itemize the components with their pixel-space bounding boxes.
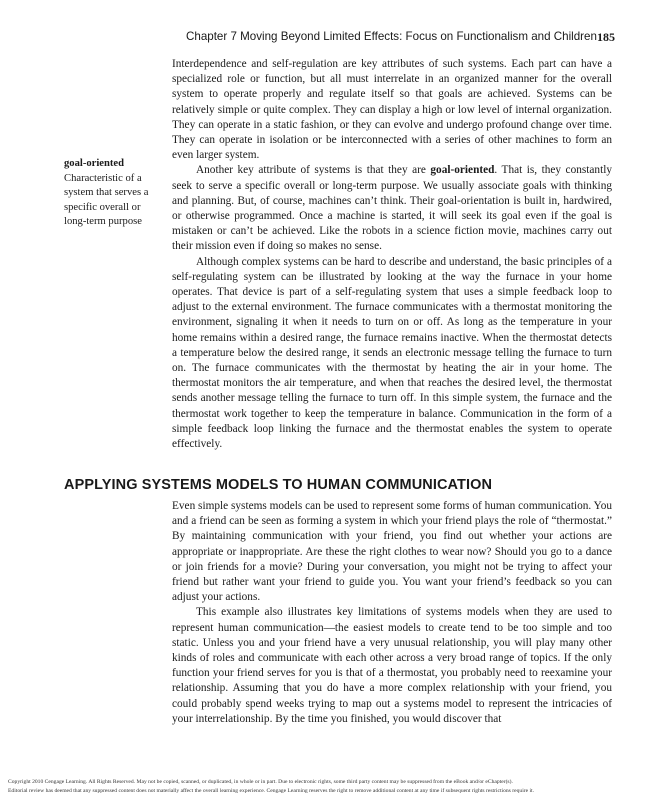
- section-heading: APPLYING SYSTEMS MODELS TO HUMAN COMMUNICATION: [64, 477, 493, 493]
- paragraph: This example also illustrates key limitations of systems models when they are used to represent human communication—the easiest models to create tend to be too simple and too static. Unless you and your friend have a very unusual relationship, you will play many other kinds of roles and communicate with each other across a very broad range of topics. If the only function your friend serves for you is that of a thermostat, you probably need to reexamine your relationship. Assuming that you do have a more complex relationship with your friend, you could probably spend weeks trying to map out a systems model to represent the intricacies of your interrelationship. By the time you finished, you would discover that: [172, 606, 612, 725]
- running-head: [186, 30, 614, 45]
- paragraph-goal-oriented: [172, 163, 612, 254]
- paragraph: Interdependence and self-regulation are key attributes of such systems. Each part can have a specialized role or function, but all must interrelate in an organized manner for the overall system to operate properly and regulate itself so that goals are achieved. Systems can be relatively simple or quite complex. They can display a high or low level of internal organization. They can operate in a static fashion, or they can evolve and undergo profound change over time. They can operate in isolation or be interconnected with a series of other machines to form an even larger system.: [172, 58, 612, 162]
- body-text-top: [172, 57, 612, 452]
- running-title: Chapter 7 Moving Beyond Limited Effects: Focus on Functionalism and Children: [186, 30, 597, 43]
- glossary-term: goal-oriented: [64, 158, 125, 169]
- page-number: 185: [596, 30, 615, 44]
- paragraph: Although complex systems can be hard to describe and understand, the basic principles of a self-regulating system can be illustrated by looking at the way the furnace in your home operates. That device is part of a self-regulating system that uses a simple feedback loop to adjust to the external environment. The furnace communicates with a thermostat monitoring the environment, signaling it when it needs to turn on or off. As long as the temperature in your home remains within a desired range, the furnace remains inactive. When the thermostat detects a temperature below the desired range, it sends an electronic message telling the furnace to turn on. The furnace communicates with the thermostat by heating the air in your home. The thermostat monitors the air temperature, and when that reaches the desired level, the thermostat sends another message telling the furnace to turn off. In this simple system, the furnace and the thermostat work together to keep the temperature in balance. Communication in the form of a simple feedback loop linking the furnace and the thermostat enables the system to operate effectively.: [172, 255, 612, 451]
- body-text-bottom: [172, 499, 612, 727]
- margin-glossary-note: [64, 157, 164, 230]
- editorial-notice: Editorial review has deemed that any suppressed content does not materially affect the overall learning experience. Cengage Learning reserves the right to remove additional content at any time if subsequent rights restrictions require it.: [8, 788, 534, 794]
- paragraph-text: Another key attribute of systems is that they are: [196, 164, 431, 177]
- paragraph: Even simple systems models can be used to represent some forms of human communication. You and a friend can be seen as forming a system in which your friend plays the role of “thermostat.” By maintaining communication with your friend, you find out whether your actions are appropriate or inappropriate. Are these the right clothes to wear now? Should you go to a dance or join friends for a movie? During your conversation, you might not be trying to affect your friend but rather want your friend to guide you. You want your friend’s feedback so you can adjust your actions.: [172, 500, 612, 604]
- key-term-goal-oriented: goal-oriented: [430, 164, 495, 177]
- glossary-definition: Characteristic of a system that serves a specific overall or long-term purpose: [64, 172, 149, 228]
- copyright-notice: Copyright 2010 Cengage Learning. All Rights Reserved. May not be copied, scanned, or duplicated, in whole or in part. Due to electronic rights, some third party content may be suppressed from the eBook and/or eChapter(s).: [8, 779, 513, 785]
- paragraph-text: . That is, they constantly seek to serve a specific overall or long-term purpose. We usually associate goals with thinking and planning. But, of course, machines can’t think. Their goal-orientation is built in, hardwired, or otherwise programmed. Once a machine is started, it will seek its goal even if the goal is mistaken or can’t be achieved. Like the robots in a science fiction movie, machines carry out their mission even if doing so makes no sense.: [172, 164, 612, 253]
